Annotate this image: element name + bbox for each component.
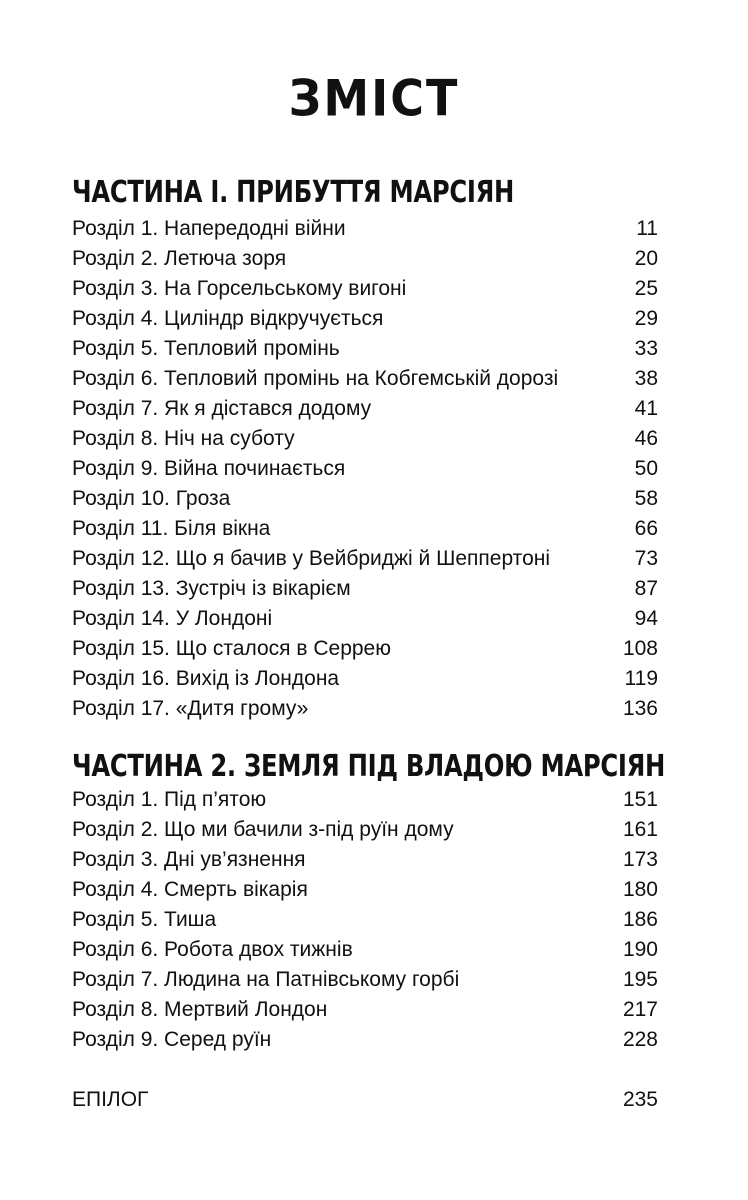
chapter-page-number: 186 <box>622 908 658 931</box>
chapter-title: Розділ 3. На Горсельському вигоні <box>72 277 407 300</box>
toc-entry <box>72 905 658 935</box>
toc-entry <box>72 364 658 394</box>
chapter-page-number: 119 <box>624 667 658 690</box>
epilogue-label: ЕПІЛОГ <box>72 1088 149 1111</box>
toc-entry <box>72 664 658 694</box>
chapter-page-number: 25 <box>634 277 658 300</box>
chapter-page-number: 41 <box>634 397 658 420</box>
chapter-page-number: 33 <box>634 337 658 360</box>
chapter-page-number: 29 <box>634 307 658 330</box>
chapter-title: Розділ 1. Під п’ятою <box>72 788 267 811</box>
chapter-title: Розділ 5. Тиша <box>72 908 217 931</box>
chapter-title: Розділ 2. Що ми бачили з-під руїн дому <box>72 818 454 841</box>
chapter-title: Розділ 2. Летюча зоря <box>72 247 287 270</box>
chapter-title: Розділ 15. Що сталося в Серрею <box>72 637 391 660</box>
toc-entry <box>72 875 658 905</box>
chapter-title: Розділ 11. Біля вікна <box>72 517 271 540</box>
chapter-title: Розділ 6. Тепловий промінь на Кобгемській дорозі <box>72 367 559 390</box>
chapter-page-number: 108 <box>622 637 658 660</box>
chapter-page-number: 87 <box>634 577 658 600</box>
chapter-page-number: 161 <box>622 818 658 841</box>
chapter-page-number: 38 <box>634 367 658 390</box>
chapter-page-number: 58 <box>634 487 658 510</box>
chapter-title: Розділ 7. Як я дістався додому <box>72 397 372 420</box>
toc-entry <box>72 424 658 454</box>
chapter-title: Розділ 8. Ніч на суботу <box>72 427 295 450</box>
epilogue-entry <box>72 1085 658 1115</box>
chapter-title: Розділ 9. Серед руїн <box>72 1028 272 1051</box>
toc-entry <box>72 815 658 845</box>
toc-entry <box>72 334 658 364</box>
toc-entry <box>72 574 658 604</box>
chapter-page-number: 94 <box>634 607 658 630</box>
toc-entry <box>72 544 658 574</box>
chapter-title: Розділ 9. Війна починається <box>72 457 346 480</box>
chapter-title: Розділ 1. Напередодні війни <box>72 217 346 240</box>
part-2-chapter-list <box>72 785 658 1055</box>
chapter-page-number: 195 <box>622 968 658 991</box>
chapter-page-number: 20 <box>634 247 658 270</box>
toc-entry <box>72 484 658 514</box>
toc-entry <box>72 394 658 424</box>
chapter-title: Розділ 4. Смерть вікарія <box>72 878 308 901</box>
chapter-page-number: 73 <box>634 547 658 570</box>
toc-entry <box>72 304 658 334</box>
chapter-title: Розділ 8. Мертвий Лондон <box>72 998 328 1021</box>
chapter-title: Розділ 16. Вихід із Лондона <box>72 667 340 690</box>
chapter-page-number: 190 <box>622 938 658 961</box>
chapter-page-number: 173 <box>622 848 658 871</box>
toc-entry <box>72 634 658 664</box>
chapter-title: Розділ 13. Зустріч із вікарієм <box>72 577 351 600</box>
toc-entry <box>72 845 658 875</box>
toc-entry <box>72 214 658 244</box>
toc-entry <box>72 965 658 995</box>
chapter-page-number: 228 <box>622 1028 658 1051</box>
toc-entry <box>72 514 658 544</box>
toc-entry <box>72 1025 658 1055</box>
chapter-title: Розділ 3. Дні ув’язнення <box>72 848 306 871</box>
chapter-page-number: 46 <box>634 427 658 450</box>
toc-entry <box>72 454 658 484</box>
toc-entry <box>72 274 658 304</box>
chapter-title: Розділ 5. Тепловий промінь <box>72 337 340 360</box>
part-1-heading: ЧАСТИНА І. ПРИБУТТЯ МАРСІЯН <box>72 175 515 210</box>
chapter-title: Розділ 17. «Дитя грому» <box>72 697 309 720</box>
chapter-title: Розділ 10. Гроза <box>72 487 231 510</box>
chapter-page-number: 151 <box>622 788 658 811</box>
toc-entry <box>72 694 658 724</box>
page-title: ЗМІСТ <box>288 68 460 128</box>
toc-entry <box>72 604 658 634</box>
chapter-page-number: 180 <box>622 878 658 901</box>
chapter-title: Розділ 7. Людина на Патнівському горбі <box>72 968 460 991</box>
chapter-page-number: 50 <box>634 457 658 480</box>
chapter-page-number: 11 <box>636 217 658 240</box>
part-2-heading: ЧАСТИНА 2. ЗЕМЛЯ ПІД ВЛАДОЮ МАРСІЯН <box>72 749 666 784</box>
chapter-page-number: 217 <box>622 998 658 1021</box>
chapter-page-number: 136 <box>622 697 658 720</box>
toc-entry <box>72 995 658 1025</box>
toc-entry <box>72 244 658 274</box>
toc-entry <box>72 935 658 965</box>
chapter-page-number: 66 <box>634 517 658 540</box>
part-1-chapter-list <box>72 214 658 724</box>
chapter-title: Розділ 6. Робота двох тижнів <box>72 938 353 961</box>
chapter-title: Розділ 4. Циліндр відкручується <box>72 307 384 330</box>
epilogue-page-number: 235 <box>622 1088 658 1111</box>
chapter-title: Розділ 14. У Лондоні <box>72 607 273 630</box>
chapter-title: Розділ 12. Що я бачив у Вейбриджі й Шеппертоні <box>72 547 551 570</box>
toc-entry <box>72 785 658 815</box>
